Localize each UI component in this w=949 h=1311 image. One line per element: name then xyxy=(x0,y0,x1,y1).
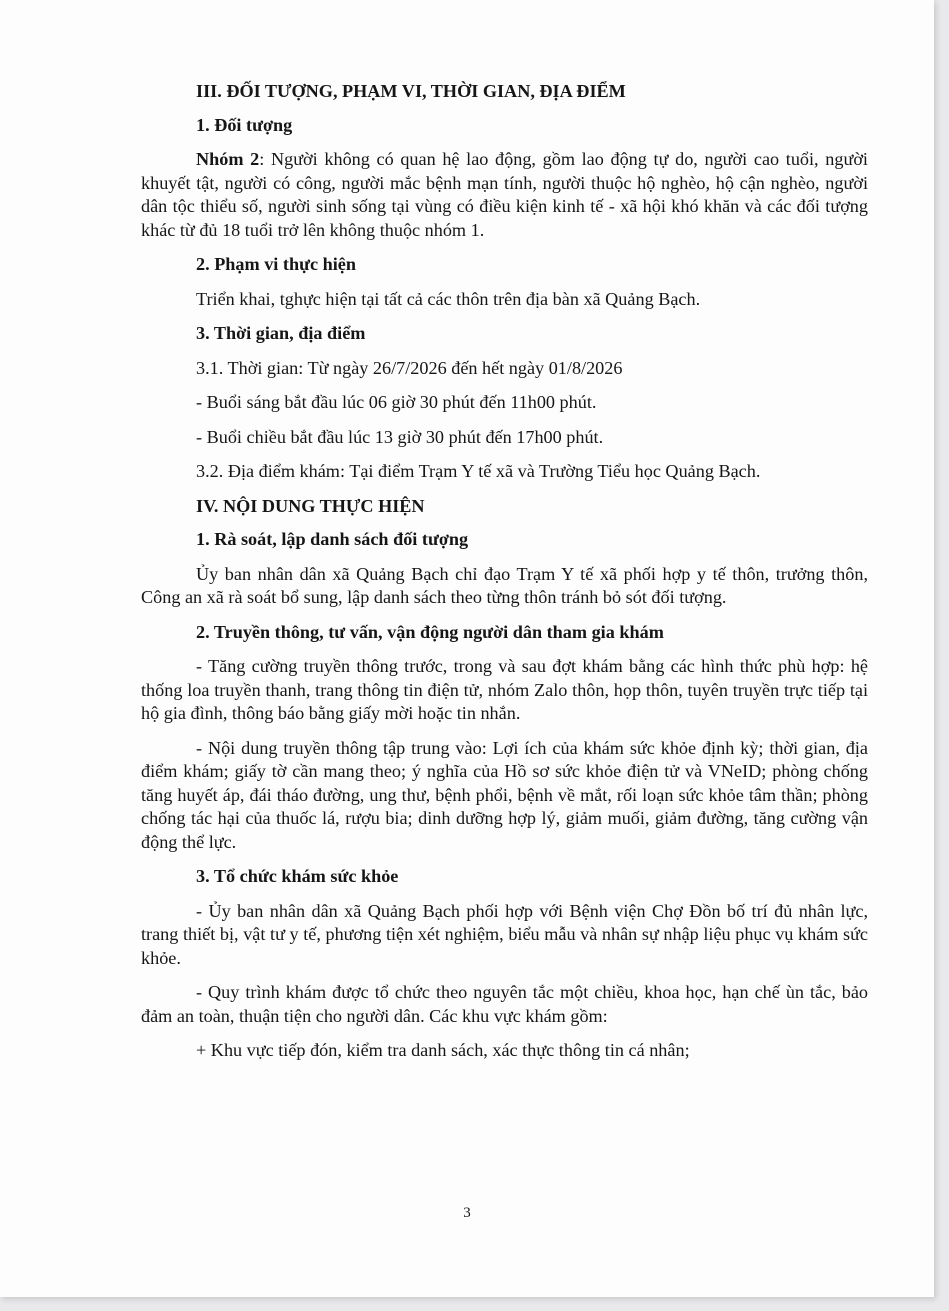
section-4-3-para-1: - Ủy ban nhân dân xã Quảng Bạch phối hợp với Bệnh viện Chợ Đồn bố trí đủ nhân lực, trang thiết bị, vật tư y tế, phương tiện xét nghiệm, biểu mẫu và nhân sự nhập liệu phục vụ khám sức khỏe. xyxy=(141,900,868,968)
page-number: 3 xyxy=(463,1205,471,1221)
section-3-heading: III. ĐỐI TƯỢNG, PHẠM VI, THỜI GIAN, ĐỊA ĐIỂM xyxy=(196,81,626,101)
section-3-1-title: 1. Đối tượng xyxy=(196,114,293,135)
section-3-3-title: 3. Thời gian, địa điểm xyxy=(196,323,366,343)
section-4-3-para-2: - Quy trình khám được tổ chức theo nguyên tắc một chiều, khoa học, hạn chế ùn tắc, bảo đảm an toàn, thuận tiện cho người dân. Các khu vực khám gồm: xyxy=(141,982,868,1026)
section-4-1-text: Ủy ban nhân dân xã Quảng Bạch chỉ đạo Trạm Y tế xã phối hợp y tế thôn, trưởng thôn, Công an xã rà soát bổ sung, lập danh sách theo từng thôn tránh bỏ sót đối tượng. xyxy=(141,563,868,607)
section-4-3-title: 3. Tổ chức khám sức khỏe xyxy=(196,866,399,886)
group-text: : Người không có quan hệ lao động, gồm lao động tự do, người cao tuổi, người khuyết tật, người có công, người mắc bệnh mạn tính, người thuộc hộ nghèo, hộ cận nghèo, người dân tộc thiểu số, người sinh sống tại vùng có điều kiện kinh tế - xã hội khó khăn và các đối tượng khác từ đủ 18 tuổi trở lên không thuộc nhóm 1. xyxy=(141,149,868,240)
location-line: 3.2. Địa điểm khám: Tại điểm Trạm Y tế xã và Trường Tiểu học Quảng Bạch. xyxy=(196,461,761,481)
group-label: Nhóm 2 xyxy=(196,149,260,169)
section-3-2-text: Triển khai, tghực hiện tại tất cả các thôn trên địa bàn xã Quảng Bạch. xyxy=(196,288,701,309)
section-3-2-title: 2. Phạm vi thực hiện xyxy=(196,254,356,274)
document-body xyxy=(141,80,868,1074)
section-4-1-title: 1. Rà soát, lập danh sách đối tượng xyxy=(196,529,469,549)
time-line: 3.1. Thời gian: Từ ngày 26/7/2026 đến hết ngày 01/8/2026 xyxy=(196,357,623,378)
morning-line: - Buổi sáng bắt đầu lúc 06 giờ 30 phút đến 11h00 phút. xyxy=(196,392,597,412)
afternoon-line: - Buổi chiều bắt đầu lúc 13 giờ 30 phút đến 17h00 phút. xyxy=(196,426,604,447)
section-4-2-para-1: - Tăng cường truyền thông trước, trong và sau đợt khám bằng các hình thức phù hợp: hệ thống loa truyền thanh, trang thông tin điện tử, nhóm Zalo thôn, họp thôn, tuyên truyền trực tiếp tại hộ gia đình, thông báo bằng giấy mời hoặc tin nhắn. xyxy=(141,656,868,723)
section-4-2-title: 2. Truyền thông, tư vấn, vận động người dân tham gia khám xyxy=(196,621,664,642)
section-4-heading: IV. NỘI DUNG THỰC HIỆN xyxy=(196,495,425,516)
section-4-2-para-2: - Nội dung truyền thông tập trung vào: Lợi ích của khám sức khỏe định kỳ; thời gian, địa điểm khám; giấy tờ cần mang theo; ý nghĩa của Hồ sơ sức khỏe điện tử và VNeID; phòng chống tăng huyết áp, đái tháo đường, ung thư, bệnh phổi, bệnh về mắt, rối loạn sức khỏe tâm thần; phòng chống tác hại của thuốc lá, rượu bia; dinh dưỡng hợp lý, giảm muối, giảm đường, tăng cường vận động thể lực. xyxy=(141,737,868,852)
section-3-1-text xyxy=(141,148,868,242)
section-4-3-para-3: + Khu vực tiếp đón, kiểm tra danh sách, xác thực thông tin cá nhân; xyxy=(196,1040,690,1060)
